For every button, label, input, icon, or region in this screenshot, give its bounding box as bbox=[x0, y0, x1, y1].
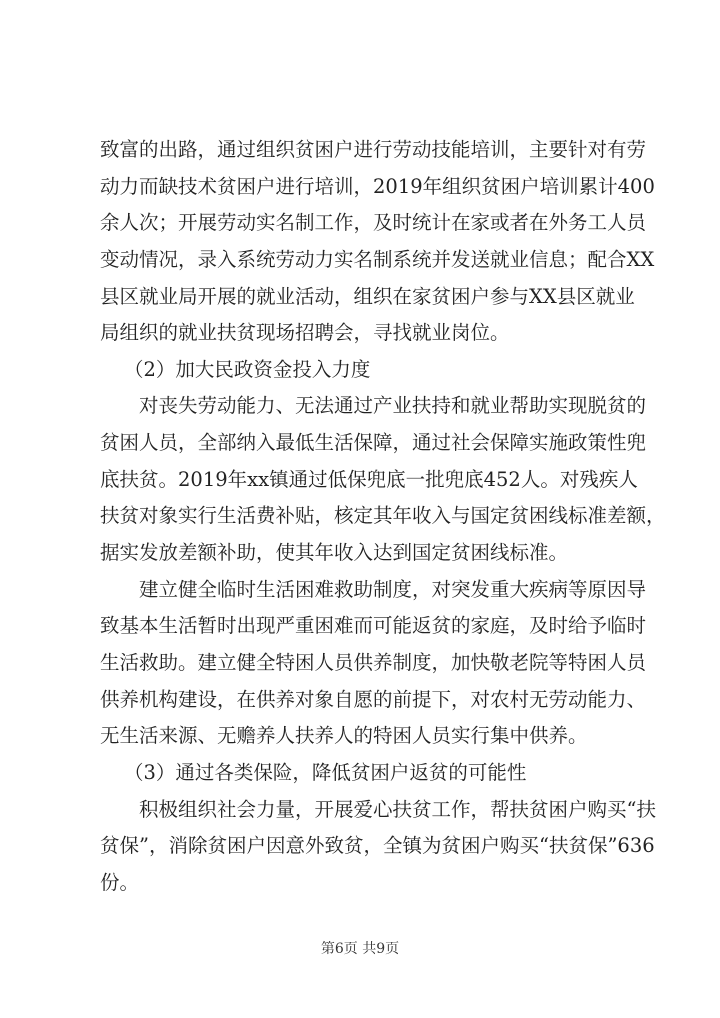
text-line: 份。 bbox=[100, 870, 140, 894]
text-line: 对丧失劳动能力、无法通过产业扶持和就业帮助实现脱贫的 bbox=[139, 394, 647, 418]
text-line: 余人次；开展劳动实名制工作，及时统计在家或者在外务工人员 bbox=[100, 211, 647, 235]
text-line: 致基本生活暂时出现严重困难而可能返贫的家庭，及时给予临时 bbox=[100, 614, 647, 638]
text-line: 无生活来源、无赡养人扶养人的特困人员实行集中供养。 bbox=[100, 724, 588, 748]
text-line: 贫保”，消除贫困户因意外致贫，全镇为贫困户购买“扶贫保”636 bbox=[100, 834, 655, 858]
text-line: 积极组织社会力量，开展爱心扶贫工作，帮扶贫困户购买“扶 bbox=[139, 797, 656, 821]
page-number: 第6页 共9页 bbox=[320, 941, 400, 957]
text-line: 县区就业局开展的就业活动，组织在家贫困户参与XX县区就业 bbox=[100, 284, 635, 308]
section-heading: （2）加大民政资金投入力度 bbox=[124, 357, 371, 381]
text-line: 底扶贫。2019年xx镇通过低保兜底一批兜底452人。对残疾人 bbox=[100, 467, 638, 491]
text-line: 致富的出路，通过组织贫困户进行劳动技能培训，主要针对有劳 bbox=[100, 138, 647, 161]
document-body bbox=[100, 132, 666, 901]
text-line: 据实发放差额补助，使其年收入达到国定贫困线标准。 bbox=[100, 541, 569, 565]
text-line: 建立健全临时生活困难救助制度，对突发重大疾病等原因导 bbox=[139, 577, 647, 601]
text-line: 变动情况，录入系统劳动力实名制系统并发送就业信息；配合XX bbox=[100, 247, 655, 271]
text-line: 扶贫对象实行生活费补贴，核定其年收入与国定贫困线标准差额， bbox=[100, 504, 666, 528]
text-line: 贫困人员，全部纳入最低生活保障，通过社会保障实施政策性兜 bbox=[100, 431, 647, 455]
text-line: 生活救助。建立健全特困人员供养制度，加快敬老院等特困人员 bbox=[100, 650, 647, 674]
section-heading: （3）通过各类保险，降低贫困户返贫的可能性 bbox=[124, 760, 527, 784]
text-line: 供养机构建设，在供养对象自愿的前提下，对农村无劳动能力、 bbox=[100, 687, 647, 711]
text-line: 动力而缺技术贫困户进行培训，2019年组织贫困户培训累计400 bbox=[100, 174, 655, 198]
text-line: 局组织的就业扶贫现场招聘会，寻找就业岗位。 bbox=[100, 321, 510, 345]
